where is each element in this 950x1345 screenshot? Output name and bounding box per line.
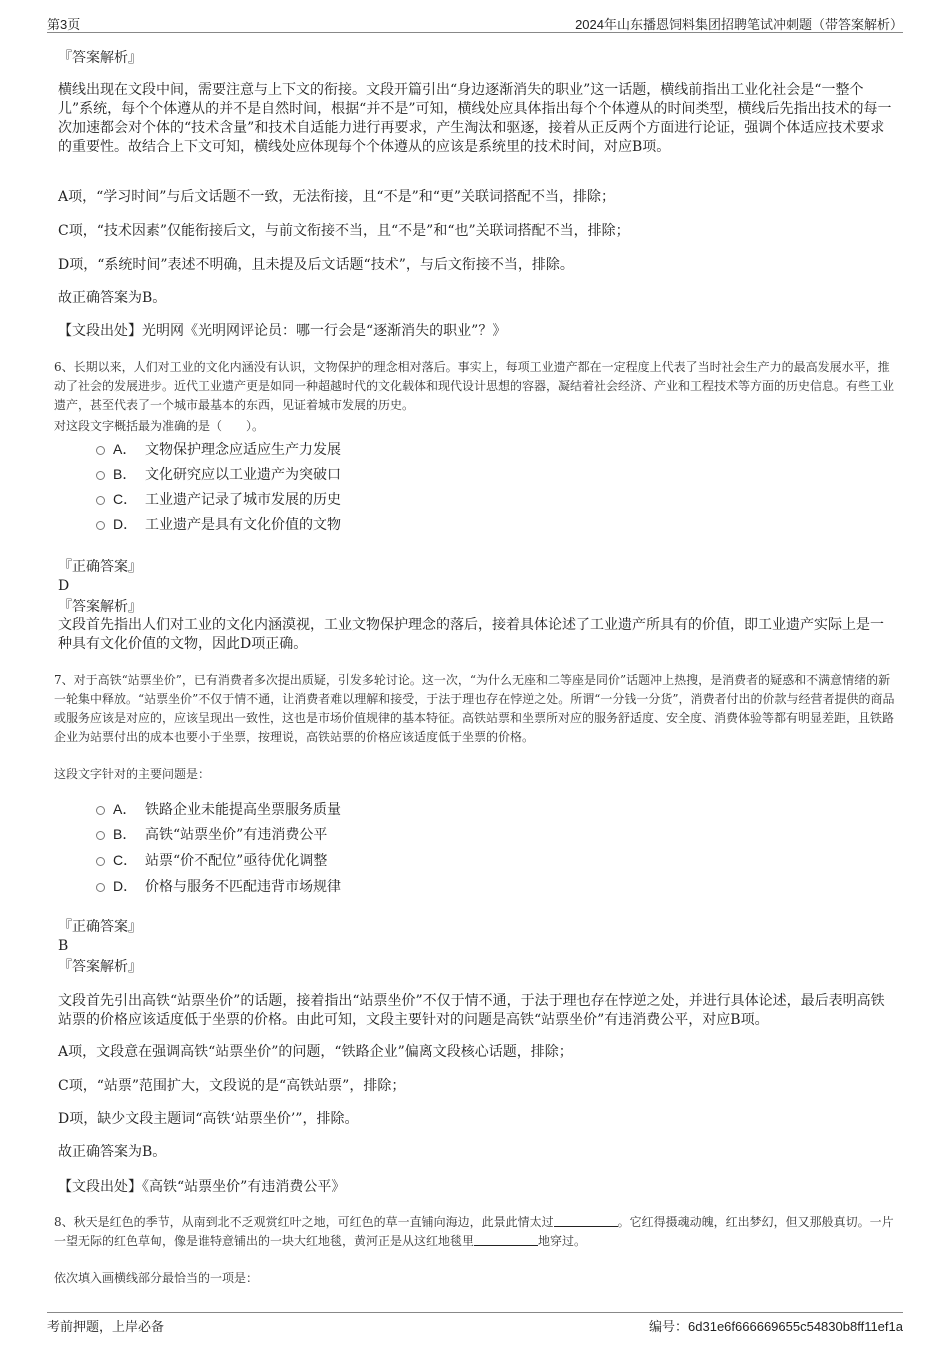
radio-icon[interactable] bbox=[96, 857, 105, 866]
q5-conclusion: 故正确答案为B。 bbox=[58, 290, 167, 306]
q5-analysis-label: 『答案解析』 bbox=[58, 50, 142, 66]
option-letter: C． bbox=[113, 491, 138, 507]
q6-analysis-text: 文段首先指出人们对工业的文化内涵漠视，工业文物保护理念的落后，接着具体论述了工业遗产所具有的价值，即工业遗产实际上是一种具有文化价值的文物，因此D项正确。 bbox=[58, 617, 884, 652]
option-text: 站票“价不配位”亟待优化调整 bbox=[145, 853, 328, 869]
option-letter: B． bbox=[113, 466, 137, 482]
q8-stem-part-2: 。它红得摄魂动魄，红出梦幻，但又那般真切。一片一望无际的红色草甸，像是谁特意铺出的一块大红地毯，黄河正是从这红地毯里 bbox=[54, 1215, 894, 1248]
q5-a-note: A项，“学习时间”与后文话题不一致，无法衔接，且“不是”和“更”关联词搭配不当，排除； bbox=[58, 189, 616, 205]
q8-stem-part-1: 8、秋天是红色的季节，从南到北不乏观赏红叶之地，可红色的草一直铺向海边，此景此情太过 bbox=[54, 1215, 554, 1229]
q7-answer: B bbox=[58, 938, 69, 954]
radio-icon[interactable] bbox=[96, 883, 105, 892]
page-number: 第3页 bbox=[47, 17, 81, 32]
q7-option-d[interactable] bbox=[96, 877, 341, 897]
page-header bbox=[47, 14, 903, 33]
q6-analysis-label: 『答案解析』 bbox=[58, 599, 142, 615]
q8-stem-part-3: 地穿过。 bbox=[538, 1234, 587, 1248]
q6-stem: 6、长期以来，人们对工业的文化内涵没有认识，文物保护的理念相对落后。事实上，每项工业遗产都在一定程度上代表了当时社会生产力的最高发展水平，推动了社会的发展进步。近代工业遗产更是如同一种超越时代的文化载体和现代设计思想的容器，凝结着社会经济、产业和工程技术等方面的历史信息。有些工业遗产，甚至代表了一个城市最基本的东西，见证着城市发展的历史。 bbox=[54, 360, 895, 412]
option-text: 文化研究应以工业遗产为突破口 bbox=[145, 467, 341, 483]
radio-icon[interactable] bbox=[96, 521, 105, 530]
q6-question: 对这段文字概括最为准确的是（ ）。 bbox=[54, 419, 265, 433]
q6-option-d[interactable] bbox=[96, 515, 341, 535]
q7-analysis-label: 『答案解析』 bbox=[58, 959, 142, 975]
q5-d-note: D项，“系统时间”表述不明确，且未提及后文话题“技术”，与后文衔接不当，排除。 bbox=[58, 257, 574, 273]
q7-option-a[interactable] bbox=[96, 800, 341, 820]
document-id: 编号：6d31e6f666669655c54830b8ff11ef1a bbox=[649, 1319, 903, 1334]
q7-conclusion: 故正确答案为B。 bbox=[58, 1144, 167, 1160]
q7-source: 【文段出处】《高铁“站票坐价”有违消费公平》 bbox=[58, 1179, 346, 1195]
q7-stem: 7、对于高铁“站票坐价”，已有消费者多次提出质疑，引发多轮讨论。这一次，“为什么无座和二等座是同价”话题冲上热搜，是消费者的疑惑和不满意情绪的新一轮集中释放。“站票坐价”不仅于情不通，让消费者难以理解和接受，于法于理也存在悖逆之处。所谓“一分钱一分货”，消费者付出的价款与经营者提供的商品或服务应该是对应的，应该呈现出一致性，这也是市场价值规律的基本特征。高铁站票和坐票所对应的服务舒适度、安全度、消费体验等都有明显差距，且铁路企业为站票付出的成本也要小于坐票，按理说，高铁站票的价格应该适度低于坐票的价格。 bbox=[54, 673, 895, 744]
radio-icon[interactable] bbox=[96, 806, 105, 815]
fill-blank-1 bbox=[554, 1214, 618, 1227]
radio-icon[interactable] bbox=[96, 446, 105, 455]
q7-d-note: D项，缺少文段主题词“高铁‘站票坐价’”，排除。 bbox=[58, 1111, 359, 1127]
radio-icon[interactable] bbox=[96, 496, 105, 505]
q5-c-note: C项，“技术因素”仅能衔接后文，与前文衔接不当，且“不是”和“也”关联词搭配不当，排除； bbox=[58, 223, 630, 239]
q7-c-note: C项，“站票”范围扩大，文段说的是“高铁站票”，排除； bbox=[58, 1078, 406, 1094]
option-letter: C． bbox=[113, 852, 138, 868]
q7-option-b[interactable] bbox=[96, 825, 327, 845]
q8-stem bbox=[54, 1213, 896, 1251]
option-letter: A． bbox=[113, 801, 137, 817]
option-text: 铁路企业未能提高坐票服务质量 bbox=[145, 802, 341, 818]
radio-icon[interactable] bbox=[96, 471, 105, 480]
option-text: 高铁“站票坐价”有违消费公平 bbox=[145, 827, 328, 843]
page-footer bbox=[47, 1312, 903, 1333]
option-text: 价格与服务不匹配违背市场规律 bbox=[145, 879, 341, 895]
q6-option-b[interactable] bbox=[96, 465, 341, 485]
q7-a-note: A项，文段意在强调高铁“站票坐价”的问题，“铁路企业”偏离文段核心话题，排除； bbox=[58, 1044, 573, 1060]
footer-slogan: 考前押题，上岸必备 bbox=[47, 1319, 165, 1334]
q5-analysis-text: 横线出现在文段中间，需要注意与上下文的衔接。文段开篇引出“身边逐渐消失的职业”这一话题，横线前指出工业化社会是“一整个儿”系统，每个个体遵从的并不是自然时间，根据“并不是”可知，横线处应具体指出每个个体遵从的时间类型，横线后先指出技术的每一次加速都会对个体的“技术含量”和技术自适能力进行再要求，产生淘汰和驱逐，接着从正反两个方面进行论证，强调个体适应技术要求的重要性。故结合上下文可知，横线处应体现每个个体遵从的应该是系统里的技术时间，对应B项。 bbox=[58, 82, 892, 155]
option-text: 文物保护理念应适应生产力发展 bbox=[145, 442, 341, 458]
radio-icon[interactable] bbox=[96, 831, 105, 840]
option-letter: D． bbox=[113, 878, 138, 894]
q6-option-c[interactable] bbox=[96, 490, 341, 510]
fill-blank-2 bbox=[474, 1233, 538, 1246]
q7-question: 这段文字针对的主要问题是： bbox=[54, 767, 211, 781]
q7-answer-label: 『正确答案』 bbox=[58, 919, 142, 935]
q6-answer-label: 『正确答案』 bbox=[58, 559, 142, 575]
option-letter: D． bbox=[113, 516, 138, 532]
q8-question: 依次填入画横线部分最恰当的一项是： bbox=[54, 1271, 259, 1285]
option-letter: B． bbox=[113, 826, 137, 842]
q7-analysis-text: 文段首先引出高铁“站票坐价”的话题，接着指出“站票坐价”不仅于情不通，于法于理也存在悖逆之处，并进行具体论述，最后表明高铁站票的价格应该适度低于坐票的价格。由此可知，文段主要针对的问题是高铁“站票坐价”有违消费公平，对应B项。 bbox=[58, 993, 885, 1028]
q6-option-a[interactable] bbox=[96, 440, 341, 460]
document-title: 2024年山东播恩饲料集团招聘笔试冲刺题（带答案解析） bbox=[575, 17, 903, 32]
q7-option-c[interactable] bbox=[96, 851, 327, 871]
option-letter: A． bbox=[113, 441, 137, 457]
option-text: 工业遗产记录了城市发展的历史 bbox=[145, 492, 341, 508]
q5-source: 【文段出处】光明网《光明网评论员：哪一行会是“逐渐消失的职业”？》 bbox=[58, 323, 507, 339]
q6-answer: D bbox=[58, 578, 70, 594]
option-text: 工业遗产是具有文化价值的文物 bbox=[145, 517, 341, 533]
